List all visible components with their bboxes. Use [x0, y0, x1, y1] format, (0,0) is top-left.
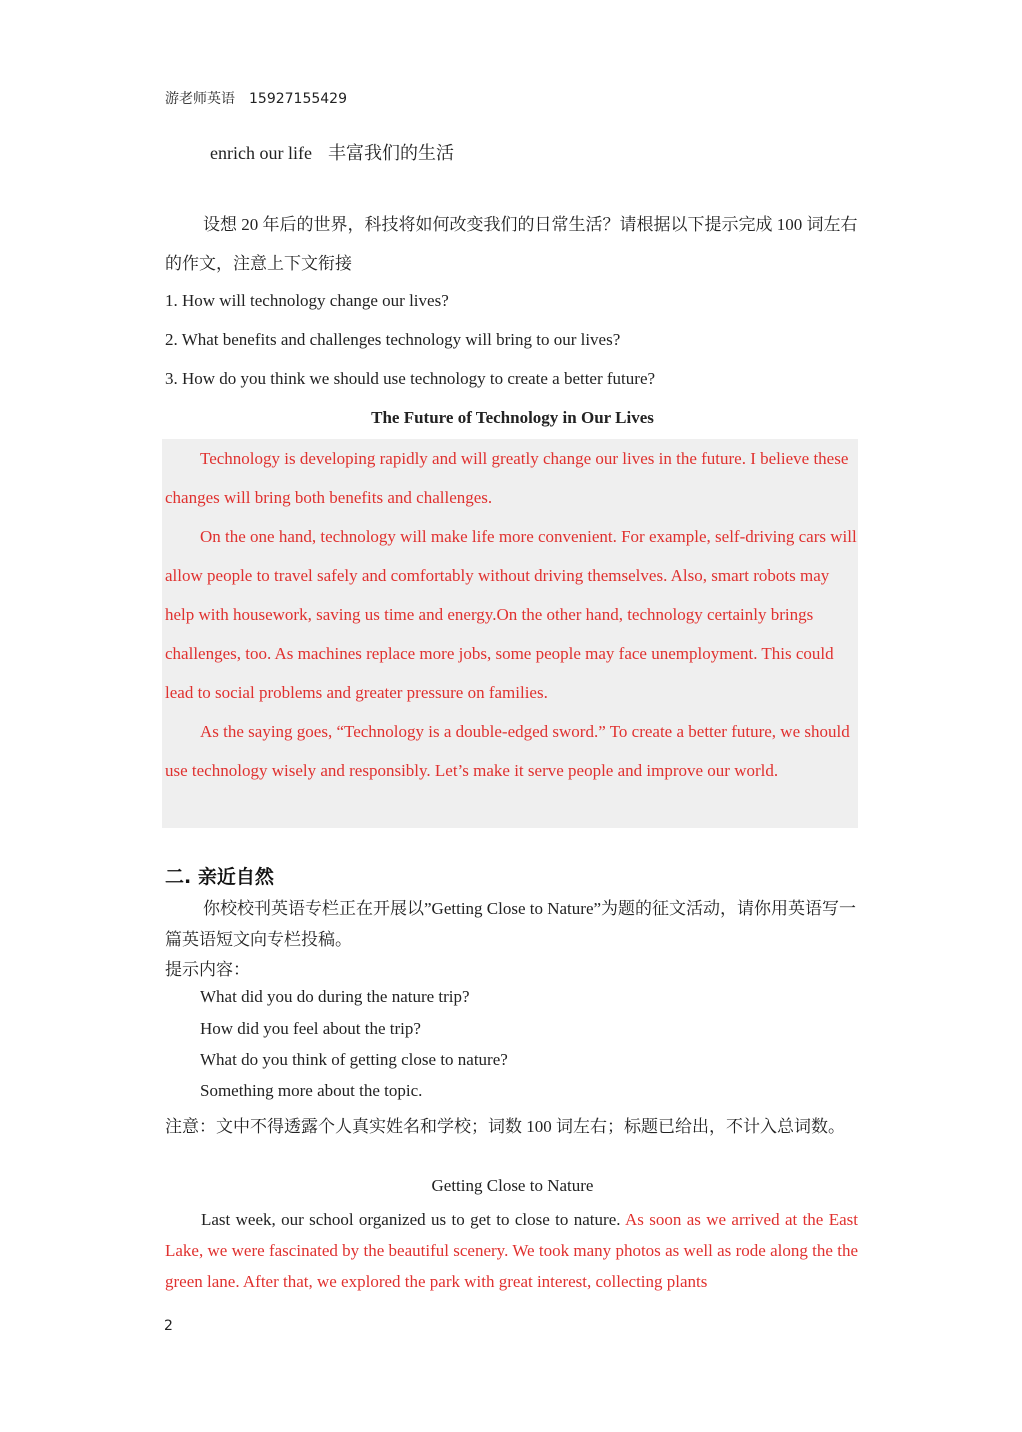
- task1-essay-title: The Future of Technology in Our Lives: [371, 408, 654, 427]
- task1-model-essay: [165, 439, 858, 790]
- task1-question-3: 3. How do you think we should use technology to create a better future?: [165, 369, 656, 388]
- task1-question-2: 2. What benefits and challenges technology will bring to our lives?: [165, 330, 621, 349]
- phrase-cn: 丰富我们的生活: [327, 143, 454, 163]
- vocab-phrase: [210, 139, 454, 165]
- essay-paragraph-3: As the saying goes, “Technology is a double-edged sword.” To create a better future, we should use technology wisely and responsibly. Let’s make it serve people and improve our world.: [165, 722, 850, 780]
- section2-question-3: What do you think of getting close to nature?: [200, 1050, 508, 1069]
- section2-essay-body: [165, 1204, 858, 1297]
- section2-heading: 二. 亲近自然: [165, 866, 274, 888]
- essay-paragraph-2: On the one hand, technology will make life more convenient. For example, self-driving cars will allow people to travel safely and comfortably without driving themselves. Also, smart robots may help with housework, saving us time and energy.On the other hand, technology certainly brings challenges, too. As machines replace more jobs, some people may face unemployment. This could lead to social problems and greater pressure on families.: [165, 527, 857, 702]
- header-teacher: 游老师英语: [165, 91, 235, 107]
- section2-question-4: Something more about the topic.: [200, 1081, 423, 1100]
- section2-note: 注意：文中不得透露个人真实姓名和学校；词数 100 词左右；标题已给出，不计入总词数。: [165, 1117, 845, 1136]
- task1-prompt: 设想 20 年后的世界，科技将如何改变我们的日常生活？请根据以下提示完成 100 词左右的作文，注意上下文衔接: [165, 215, 858, 273]
- section2-essay-title: Getting Close to Nature: [431, 1176, 594, 1195]
- section2-prompt: 你校校刊英语专栏正在开展以”Getting Close to Nature”为题的征文活动，请你用英语写一篇英语短文向专栏投稿。: [165, 899, 857, 949]
- task1-question-1: 1. How will technology change our lives?: [165, 291, 449, 310]
- essay-paragraph-1: Technology is developing rapidly and will greatly change our lives in the future. I believe these changes will bring both benefits and challenges.: [165, 449, 849, 507]
- essay-body-black: Last week, our school organized us to get to close to nature.: [201, 1210, 625, 1229]
- section2-question-1: What did you do during the nature trip?: [200, 987, 470, 1006]
- section2-tips-label: 提示内容：: [165, 960, 250, 979]
- header-phone: 15927155429: [249, 91, 347, 107]
- phrase-en: enrich our life: [210, 143, 312, 163]
- page-number: 2: [164, 1318, 173, 1334]
- essay-body-red: As soon as we arrived at the East Lake, we were fascinated by the beautiful scenery. We took many photos as well as rode along the the green lane. After that, we explored the park with great interest, collecting plants: [165, 1210, 859, 1291]
- page-header: [165, 88, 347, 108]
- section2-question-2: How did you feel about the trip?: [200, 1019, 421, 1038]
